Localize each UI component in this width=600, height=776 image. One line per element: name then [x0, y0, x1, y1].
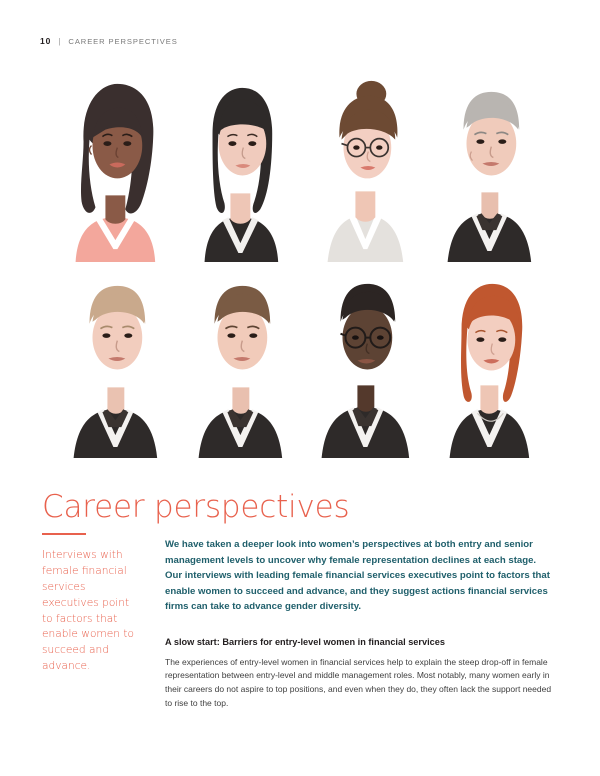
portrait-8-woman-red-hair-illustration: [429, 264, 550, 458]
portrait-4-older-man-grey-hair-illustration: [429, 68, 550, 262]
portrait-2-woman-dark-bob-hair-illustration: [180, 68, 301, 262]
page-number: 10: [40, 36, 52, 46]
portrait-1-woman-dark-curly-hair-illustration: [55, 68, 176, 262]
header-separator: |: [58, 37, 62, 46]
accent-rule: [42, 533, 86, 535]
body-paragraph: The experiences of entry-level women in financial services help to explain the steep drop-off in female representation between entry-level and middle management roles. Most notably, many women early in their careers do not aspire to top positions, and even when they do, they often lack the support needed to rise to the top.: [165, 656, 552, 708]
page-title: Career perspectives: [42, 488, 350, 525]
portrait-5-man-light-hair-suit-illustration: [55, 264, 176, 458]
portrait-grid: [55, 68, 550, 458]
lede-paragraph: We have taken a deeper look into women’s perspectives at both entry and senior management levels to uncover why female representation declines at each stage. Our interviews with leading female financial services executives point to factors that enable women to succeed and advance, and they suggest actions financial services firms can take to advance gender diversity.: [165, 539, 550, 613]
body-column: [165, 537, 555, 711]
portrait-3-woman-bun-glasses-illustration: [305, 68, 426, 262]
section-title: CAREER PERSPECTIVES: [68, 37, 178, 46]
pullquote-column: [42, 533, 142, 686]
portrait-6-man-brown-hair-suit-illustration: [180, 264, 301, 458]
portrait-7-man-glasses-dark-skin-illustration: [305, 264, 426, 458]
section-subheading: A slow start: Barriers for entry-level women in financial services: [165, 636, 445, 647]
page-header: [40, 36, 178, 46]
pullquote-text: Interviews with female financial services executives point to factors that enable women to succeed and advance.: [42, 549, 134, 673]
